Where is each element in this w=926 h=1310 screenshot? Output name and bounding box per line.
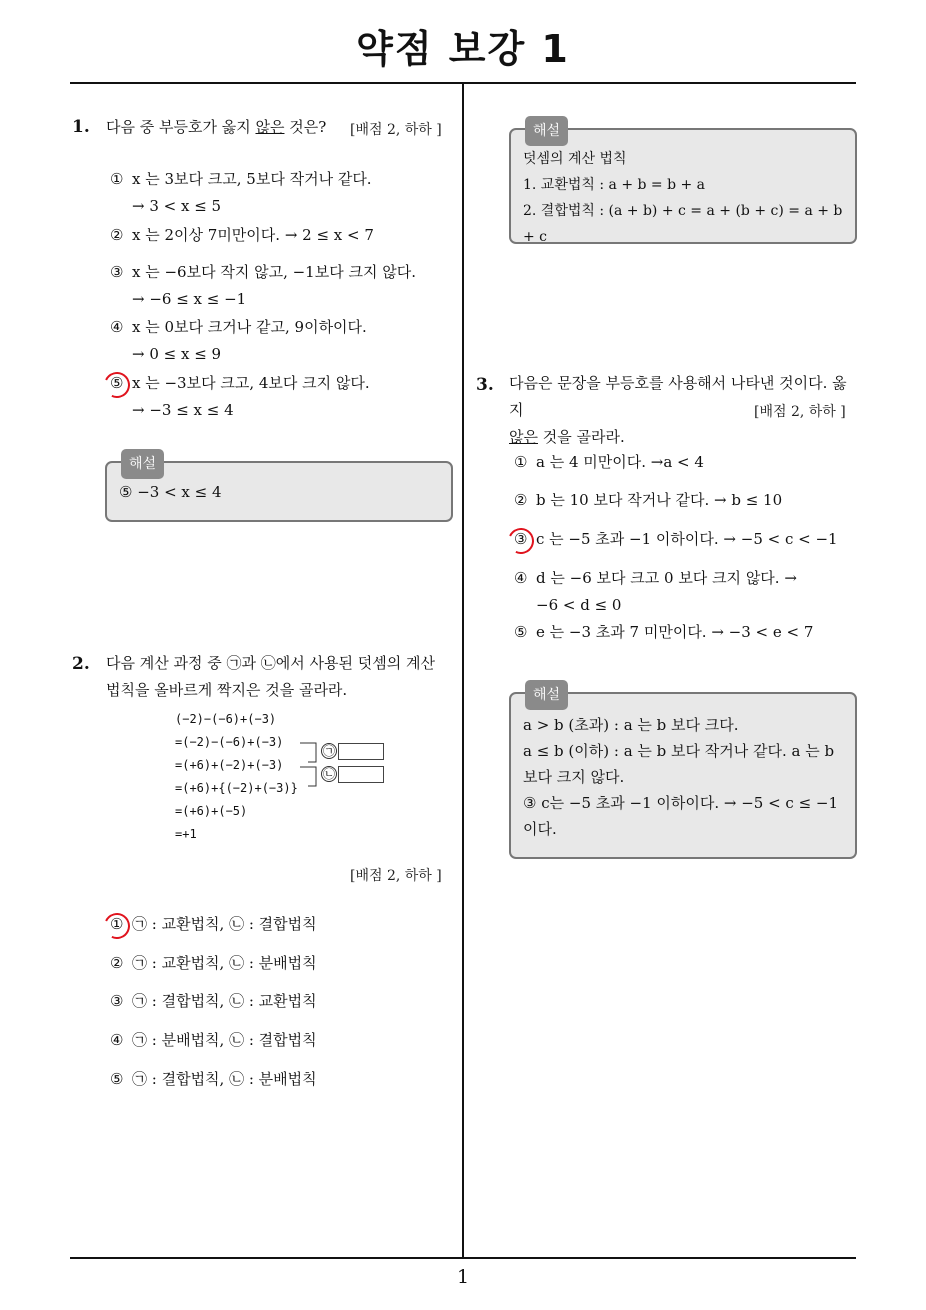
q1-solution-label: 해설 [121, 449, 164, 479]
q3-choice-4[interactable]: ④ d 는 −6 보다 크고 0 보다 크지 않다. → −6 < d ≤ 0 [514, 569, 797, 614]
q3-solution-box [509, 687, 857, 859]
q1-number: 1. [72, 117, 90, 137]
q1-choice-2[interactable]: ② x 는 2이상 7미만이다. → 2 ≤ x < 7 [110, 226, 374, 244]
page-title: 약점 보강 1 [356, 27, 570, 71]
q2-choice-2[interactable]: ② ㉠ : 교환법칙, ㉡ : 분배법칙 [110, 954, 317, 972]
q1-choice-4[interactable]: ④ x 는 0보다 크거나 같고, 9이하이다. → 0 ≤ x ≤ 9 [110, 318, 367, 363]
q2-solution-label: 해설 [525, 116, 568, 146]
q3-choice-1[interactable]: ① a 는 4 미만이다. →a < 4 [514, 453, 704, 471]
q1-solution-text: ⑤ −3 < x ≤ 4 [119, 483, 222, 501]
q2-choice-4[interactable]: ④ ㉠ : 분배법칙, ㉡ : 결합법칙 [110, 1031, 317, 1049]
q3-solution-line1: a > b (초과) : a 는 b 보다 크다. [523, 716, 739, 734]
q2-blank-b [338, 766, 384, 783]
q2-blank-a [338, 743, 384, 760]
q3-solution-line2: a ≤ b (이하) : a 는 b 보다 작거나 같다. a 는 b [523, 742, 835, 760]
q3-choice-5[interactable]: ⑤ e 는 −3 초과 7 미만이다. → −3 < e < 7 [514, 623, 814, 641]
q3-choice-3[interactable]: ③ c 는 −5 초과 −1 이하이다. → −5 < c < −1 [514, 530, 838, 548]
q3-solution-line5: 이다. [523, 820, 557, 838]
q1-choice-3[interactable]: ③ x 는 −6보다 작지 않고, −1보다 크지 않다. → −6 ≤ x ≤ −1 [110, 263, 416, 308]
q2-score: [배점 2, 하하 ] [350, 868, 442, 884]
q2-solution-line2: 2. 결합법칙 : (a + b) + c = a + (b + c) = a + b + c [523, 203, 843, 245]
q3-score: [배점 2, 하하 ] [754, 404, 846, 420]
q3-choice-2[interactable]: ② b 는 10 보다 작거나 같다. → b ≤ 10 [514, 491, 783, 509]
q3-solution-label: 해설 [525, 680, 568, 710]
q2-choice-5[interactable]: ⑤ ㉠ : 결합법칙, ㉡ : 분배법칙 [110, 1070, 317, 1088]
q2-solution-line1: 1. 교환법칙 : a + b = b + a [523, 177, 706, 193]
q2-solution-box [509, 123, 857, 245]
column-divider [462, 82, 464, 1257]
q3-text: 다음은 문장을 부등호를 사용해서 나타낸 것이다. 옳지 않은 것을 골라라. [509, 374, 847, 446]
page-number: 1 [456, 1266, 470, 1288]
q1-score: [배점 2, 하하 ] [350, 122, 442, 138]
q2-calculation: (−2)−(−6)+(−3) =(−2)−(−6)+(−3) =(+6)+(−2)+(−3) =(+6)+{(−2)+(−3)} =(+6)+(−5) =+1 [175, 712, 298, 841]
q3-number: 3. [476, 375, 494, 395]
q2-choice-1[interactable]: ① ㉠ : 교환법칙, ㉡ : 결합법칙 [110, 915, 317, 933]
q2-text: 다음 계산 과정 중 ㉠과 ㉡에서 사용된 덧셈의 계산 법칙을 올바르게 짝지은 것을 골라라. [106, 654, 435, 699]
q2-solution-title: 덧셈의 계산 법칙 [523, 151, 627, 167]
q1-choice-1[interactable]: ① x 는 3보다 크고, 5보다 작거나 같다. → 3 < x ≤ 5 [110, 170, 372, 215]
q1-solution-box [105, 456, 453, 522]
q2-choice-3[interactable]: ③ ㉠ : 결합법칙, ㉡ : 교환법칙 [110, 992, 317, 1010]
q1-choice-5[interactable]: ⑤ x 는 −3보다 크고, 4보다 크지 않다. → −3 ≤ x ≤ 4 [110, 374, 370, 419]
q2-label-a: ㉠ [322, 744, 335, 758]
q2-label-b: ㉡ [322, 767, 335, 781]
q3-solution-line3: 보다 크지 않다. [523, 768, 625, 786]
q2-number: 2. [72, 654, 90, 674]
q3-solution-line4: ③ c는 −5 초과 −1 이하이다. → −5 < c ≤ −1 [523, 794, 839, 812]
q1-text: 다음 중 부등호가 옳지 않은 것은? [106, 118, 327, 136]
footer-rule [70, 1257, 856, 1259]
